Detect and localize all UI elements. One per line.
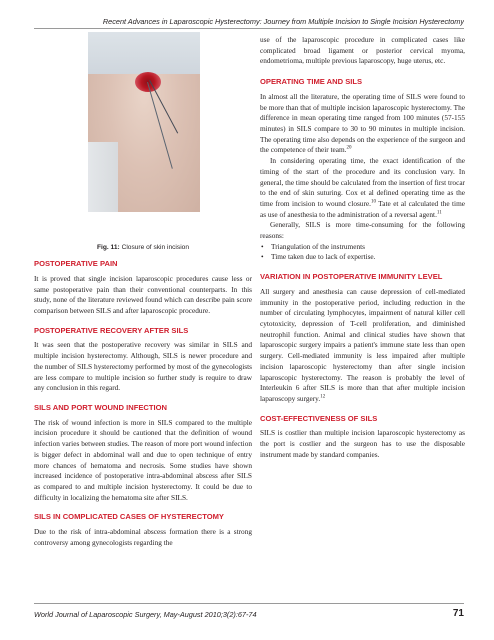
heading-port-wound-infection: SILS AND PORT WOUND INFECTION bbox=[34, 402, 168, 412]
figure-caption-text: Closure of skin incision bbox=[121, 244, 189, 251]
paragraph-operating-time-2 bbox=[260, 156, 465, 220]
heading-complicated-cases: SILS IN COMPLICATED CASES OF HYSTERECTOMY bbox=[34, 512, 224, 522]
footer-rule bbox=[34, 603, 464, 604]
right-column bbox=[260, 35, 465, 461]
list-item: • Time taken due to lack of expertise. bbox=[260, 252, 465, 263]
citation-12: 12 bbox=[320, 394, 326, 400]
heading-cost-effectiveness: COST-EFFECTIVENESS OF SILS bbox=[260, 413, 378, 423]
operating-time-text-2: In considering operating time, the exact identification of the timing of the start of the procedure and its conclusion vary. In general, the time should be calculated from the insertion of first trocar to the end of skin suturing. Cox et al defined operating time as the time from incision to wound closure. bbox=[260, 156, 465, 208]
heading-operating-time: OPERATING TIME AND SILS bbox=[260, 77, 363, 87]
citation-20: 20 bbox=[346, 146, 352, 151]
immunity-text: All surgery and anesthesia can cause depression of cell-mediated immunity in the postoperative period, including reduction in the number of circulating lymphocytes, impairment of natural killer cell cytotoxicity, depression of T-cell proliferation, and diminished neutrophil function. Animal and clinical studies have shown that laparoscopic surgery impairs a patient's immune state less than open surgery. Cell-mediated immunity is less impaired after multiple incision laparoscopic hysterectomy than after single incision laparoscopic hysterectomy. The reason is probably the level of Interleukin 6 after SILS is more than that after multiple incision laparoscopy surgery. bbox=[260, 286, 465, 403]
reasons-list bbox=[260, 242, 465, 263]
page-number: 71 bbox=[452, 608, 464, 619]
paragraph-postoperative-recovery: It was seen that the postoperative recovery was similar in SILS and multiple incision hysterectomy. Although, SILS is newer procedure and the number of SILS hysterectomy performed by most of the gynecologists are less compare to multiple incision so further study is require to draw any conclusion in this regard. bbox=[34, 340, 252, 393]
paragraph-cost-effectiveness: SILS is costlier than multiple incision laparoscopic hysterectomy as the port is costlier and the surgeon has to use the disposable instrument made by standard companies. bbox=[260, 428, 465, 459]
left-column bbox=[34, 259, 252, 549]
running-head: Recent Advances in Laparoscopic Hysterectomy: Journey from Multiple Incision to Single Incision Hysterectomy bbox=[102, 17, 464, 26]
paragraph-postoperative-pain: It is proved that single incision laparoscopic procedures cause less or same postoperative pain than their conventional counterparts. In this study, none of the literature reviewed found which can describe pain score comparison between SILS and after laparoscopic procedure. bbox=[34, 273, 252, 315]
heading-postoperative-pain: POSTOPERATIVE PAIN bbox=[34, 259, 118, 268]
operating-time-text-1: In almost all the literature, the operating time of SILS were found to be more than that of multiple incision laparoscopic hysterectomy. The difference in mean operating time ranged from 100 minutes (57-155 minutes) in SILS compare to 30 to 90 minutes in multiple incision. The operating time also depends on the experience of the surgeon and the competence of their team. bbox=[260, 91, 465, 155]
suture-thread-long bbox=[147, 82, 173, 169]
figure-caption bbox=[34, 244, 252, 251]
paragraph-complicated-cases: Due to the risk of intra-abdominal abscess formation there is a strong controversy among gynecologists regarding the bbox=[34, 527, 252, 547]
surgical-drape-side bbox=[88, 142, 118, 212]
footer-journal: World Journal of Laparoscopic Surgery, May-August 2010;3(2):67-74 bbox=[34, 610, 257, 619]
header-rule bbox=[34, 28, 464, 29]
operating-time-text-2b: Tate et al calculated the time as use of anesthesia to the administration of a reversal agent. bbox=[260, 198, 465, 219]
paragraph-operating-time-1 bbox=[260, 92, 465, 156]
heading-immunity-level: VARIATION IN POSTOPERATIVE IMMUNITY LEVEL bbox=[260, 272, 443, 282]
figure-skin-closure-photo bbox=[88, 32, 200, 212]
citation-11: 11 bbox=[436, 210, 442, 216]
paragraph-complicated-continued: use of the laparoscopic procedure in complicated cases like complicated broad ligament or posterior cervical myoma, endometrioma, multiple previous laparoscopy, huge uterus, etc. bbox=[260, 35, 465, 66]
figure-caption-label: Fig. 11: bbox=[97, 244, 120, 251]
surgical-drape bbox=[88, 32, 200, 74]
heading-postoperative-recovery: POSTOPERATIVE RECOVERY AFTER SILS bbox=[34, 325, 189, 335]
list-item: • Triangulation of the instruments bbox=[260, 242, 465, 253]
paragraph-operating-time-3: Generally, SILS is more time-consuming for the following reasons: bbox=[260, 220, 465, 241]
paragraph-port-wound-infection: The risk of wound infection is more in SILS compared to the multiple incision procedure it should be cautioned that the definition of wound infection varies between studies. The reason of more port wound infection is bigger defect in abdominal wall and due to open technique of entry more chances of hematoma and necrosis. Some studies have shown increased incidence of postoperative intra-abdominal abscess after SILS as compared to and multiple incision hysterectomy. It could be due to difficulty in localizing the hematoma site after SILS. bbox=[34, 417, 252, 502]
paragraph-immunity-level bbox=[260, 287, 465, 405]
citation-10: 10 bbox=[370, 199, 376, 205]
